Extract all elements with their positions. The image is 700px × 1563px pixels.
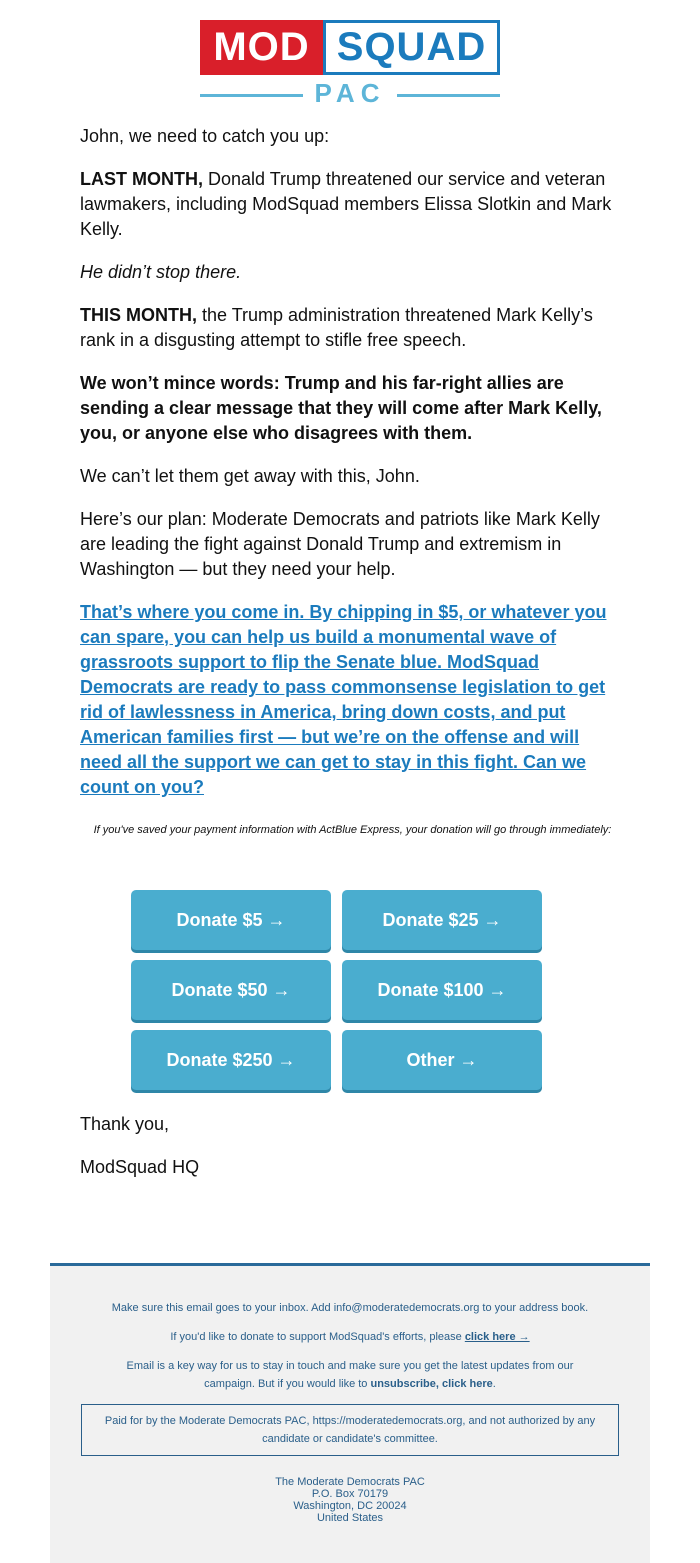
paragraph-bold	[80, 371, 625, 446]
sender: ModSquad HQ	[80, 1157, 200, 1177]
paragraph-last-month	[80, 167, 625, 242]
actblue-note: If you've saved your payment information with ActBlue Express, your donation will go through immediately:	[93, 824, 612, 836]
thanks: Thank you,	[80, 1114, 170, 1134]
logo-line-right	[397, 94, 500, 97]
logo-mod: MOD	[200, 20, 323, 75]
logo-pac: PAC	[314, 78, 386, 108]
unsubscribe-link[interactable]: unsubscribe, click here	[370, 1378, 493, 1390]
email-body	[80, 124, 625, 861]
donate-25-button[interactable]: Donate $25 →	[342, 890, 542, 950]
signoff	[80, 1112, 199, 1198]
paragraph-plan: Here’s our plan: Moderate Democrats and patriots like Mark Kelly are leading the fight against Donald Trump and extremism in Washington — but they need your help.	[80, 509, 600, 579]
bold-lead: THIS MONTH,	[80, 305, 197, 325]
donate-appeal-link[interactable]: That’s where you come in. By chipping in $5, or whatever you can spare, you can help us build a monumental wave of grassroots support to flip the Senate blue. ModSquad Democrats are ready to pass commonsense legislation to get rid of lawlessness in America, bring down costs, and put American families first — but we’re on the offense and will need all the support we can get to stay in this fight. Can we count on you?	[80, 602, 607, 797]
paragraph-text: Donald Trump threatened our service and veteran lawmakers, including ModSquad members Elissa Slotkin and Mark Kelly.	[80, 169, 612, 239]
donate-text: If you'd like to donate to support ModSquad's efforts, please	[170, 1331, 465, 1343]
address-line: P.O. Box 70179	[311, 1488, 389, 1500]
donate-50-button[interactable]: Donate $50 →	[131, 960, 331, 1020]
inbox-note: Make sure this email goes to your inbox. Add info@moderatedemocrats.org to your address book.	[111, 1302, 589, 1314]
donate-100-button[interactable]: Donate $100 →	[342, 960, 542, 1020]
bold-lead: LAST MONTH,	[80, 169, 203, 189]
paragraph-text: the Trump administration threatened Mark Kelly’s rank in a disgusting attempt to stifle free speech.	[80, 305, 593, 350]
address-line: Washington, DC 20024	[293, 1500, 407, 1512]
address-line: United States	[316, 1512, 384, 1524]
paid-for-disclaimer: Paid for by the Moderate Democrats PAC, https://moderatedemocrats.org, and not authorized by any candidate or candidate's committee.	[81, 1404, 619, 1456]
period: .	[492, 1378, 496, 1390]
donate-250-button[interactable]: Donate $250 →	[131, 1030, 331, 1090]
address-line: The Moderate Democrats PAC	[275, 1476, 425, 1488]
paragraph-away: We can’t let them get away with this, John.	[80, 466, 420, 486]
unsubscribe-note	[50, 1357, 650, 1393]
donate-buttons	[131, 890, 542, 1090]
logo-squad: SQUAD	[323, 20, 500, 75]
bold-text: We won’t mince words: Trump and his far-right allies are sending a clear message that they will come after Mark Kelly, you, or anyone else who disagrees with them.	[80, 373, 602, 443]
paragraph-italic	[80, 260, 625, 285]
donate-note	[50, 1328, 650, 1346]
email-text: Email is a key way for us to stay in touch and make sure you get the latest updates from our campaign. But if you would like to	[126, 1360, 574, 1390]
click-here-link[interactable]: click here →	[464, 1331, 530, 1343]
mailing-address	[50, 1476, 650, 1524]
donate-other-button[interactable]: Other →	[342, 1030, 542, 1090]
footer	[50, 1263, 650, 1563]
paragraph-this-month	[80, 303, 625, 353]
greeting: John, we need to catch you up:	[80, 126, 330, 146]
modsquad-pac-logo	[200, 20, 500, 106]
donate-5-button[interactable]: Donate $5 →	[131, 890, 331, 950]
italic-text: He didn’t stop there.	[80, 262, 242, 282]
